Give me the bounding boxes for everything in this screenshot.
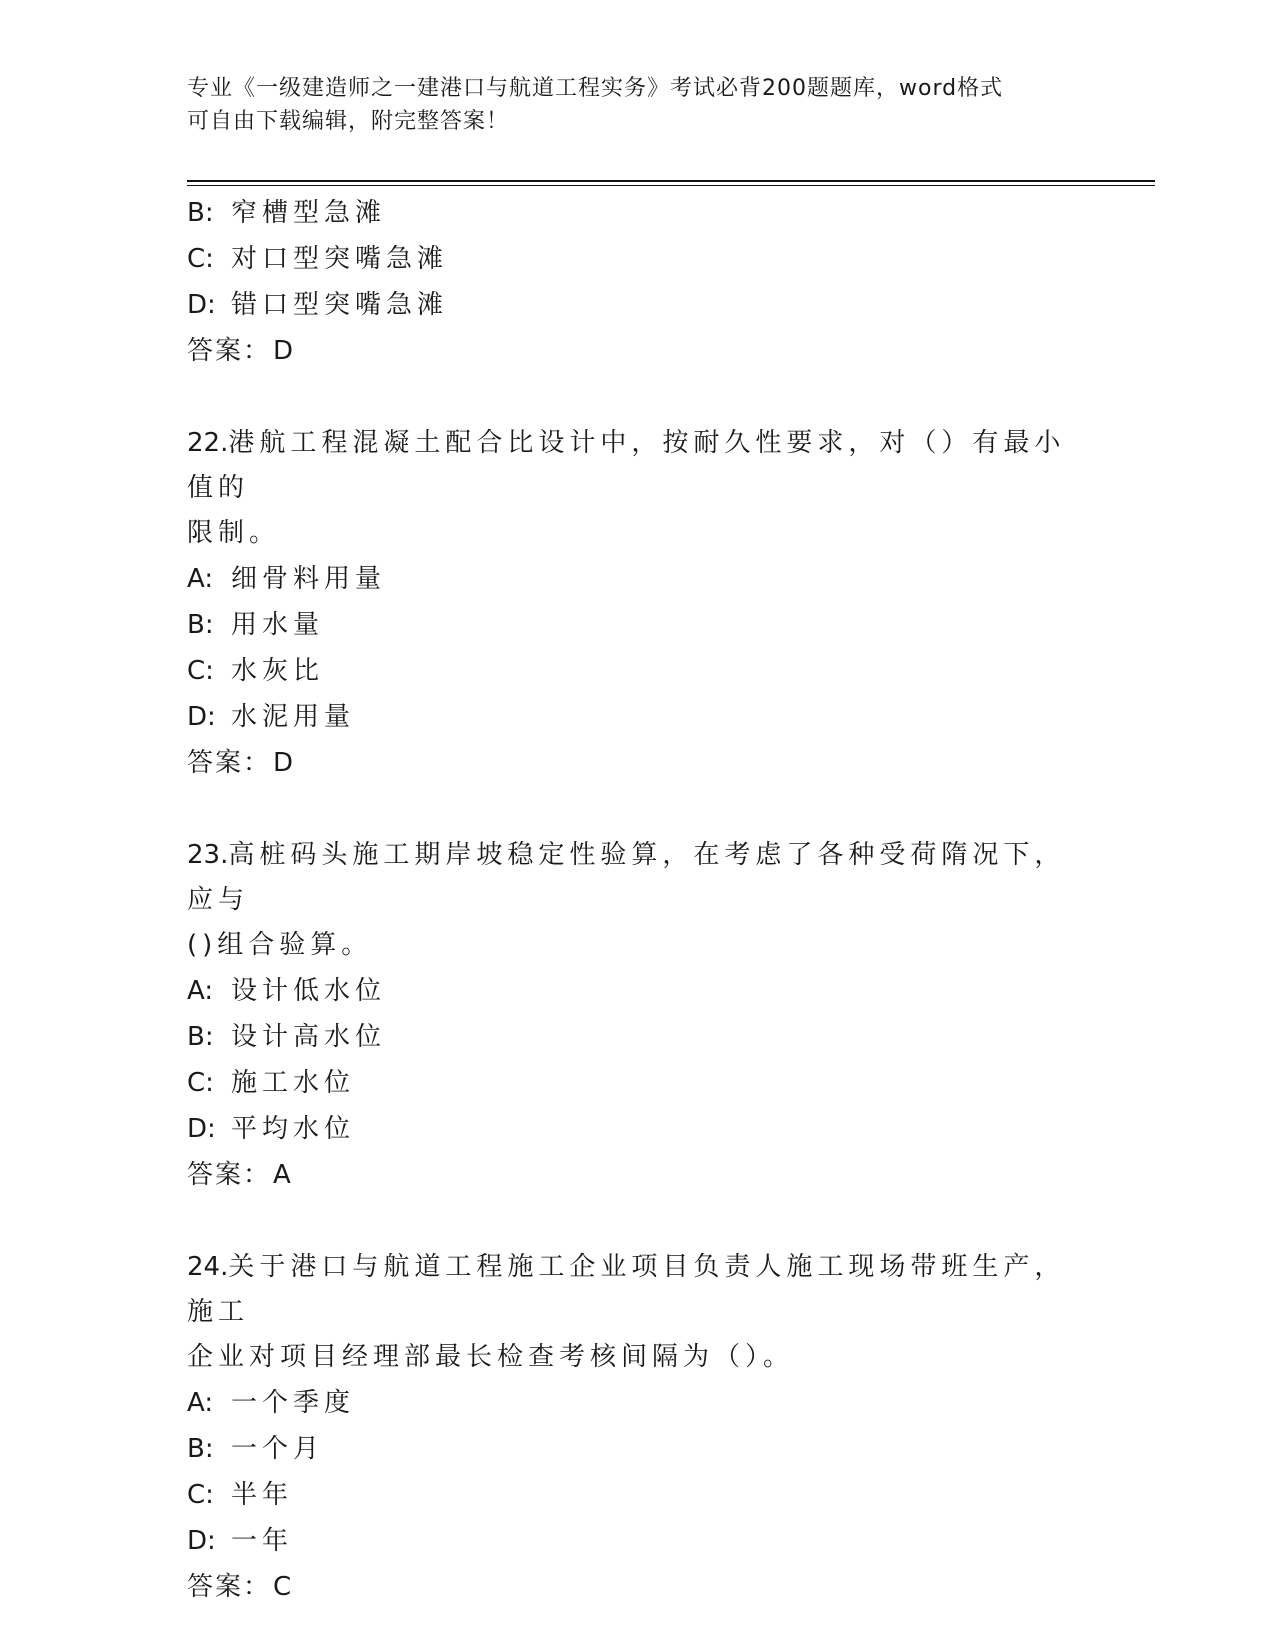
option-key: C: (187, 244, 214, 274)
answer-value: D (273, 748, 296, 778)
option-key: D: (187, 1114, 216, 1144)
option-text: 施工水位 (231, 1068, 356, 1098)
option-text: 设计低水位 (231, 976, 387, 1006)
option-text: 细骨料用量 (231, 564, 387, 594)
option-row (187, 556, 1087, 602)
question-text-line-1: 港航工程混凝土配合比设计中，按耐久性要求，对（）有最小值的 (187, 428, 1066, 503)
question-block-23 (187, 833, 1087, 1198)
option-row (187, 602, 1087, 648)
option-key: C: (187, 1068, 214, 1098)
option-row (187, 1518, 1087, 1564)
question-list (187, 190, 1087, 1610)
option-row (187, 1014, 1087, 1060)
option-text: 一个季度 (231, 1388, 356, 1418)
answer-label: 答案： (187, 1160, 272, 1190)
answer-label: 答案： (187, 1572, 272, 1602)
option-key: B: (187, 1434, 214, 1464)
option-key: D: (187, 1526, 216, 1556)
question-text-line-2: ()组合验算。 (187, 930, 373, 960)
option-row (187, 236, 1087, 282)
answer-row (187, 740, 1087, 786)
question-number: 23. (187, 840, 229, 870)
question-number: 24. (187, 1252, 229, 1282)
answer-value: A (273, 1160, 293, 1190)
answer-row (187, 328, 1087, 374)
option-row (187, 1380, 1087, 1426)
option-row (187, 190, 1087, 236)
option-row (187, 968, 1087, 1014)
partial-question (187, 190, 1087, 374)
option-text: 对口型突嘴急滩 (231, 244, 449, 274)
answer-value: D (273, 336, 296, 366)
option-text: 一个月 (231, 1434, 325, 1464)
option-text: 水灰比 (231, 656, 325, 686)
option-row (187, 1060, 1087, 1106)
option-key: B: (187, 610, 214, 640)
option-text: 用水量 (231, 610, 325, 640)
option-key: B: (187, 1022, 214, 1052)
answer-row (187, 1152, 1087, 1198)
option-text: 半年 (231, 1480, 294, 1510)
option-key: C: (187, 656, 214, 686)
header-divider-thin (187, 185, 1155, 186)
option-text: 水泥用量 (231, 702, 356, 732)
option-text: 一年 (231, 1526, 294, 1556)
question-block-24 (187, 1245, 1087, 1610)
option-text: 错口型突嘴急滩 (231, 290, 449, 320)
question-number: 22. (187, 428, 229, 458)
question-stem (187, 833, 1087, 968)
option-row (187, 1426, 1087, 1472)
option-text: 设计高水位 (231, 1022, 387, 1052)
option-key: A: (187, 1388, 214, 1418)
option-key: D: (187, 702, 216, 732)
option-key: D: (187, 290, 216, 320)
option-row (187, 282, 1087, 328)
question-text-line-2: 限制。 (187, 518, 281, 548)
option-key: C: (187, 1480, 214, 1510)
header-title-line-2: 可自由下载编辑，附完整答案！ (187, 109, 510, 134)
question-stem (187, 1245, 1087, 1380)
option-row (187, 1472, 1087, 1518)
question-text-line-1: 高桩码头施工期岸坡稳定性验算，在考虑了各种受荷隋况下，应与 (187, 840, 1066, 915)
header-title-line-1: 专业《一级建造师之一建港口与航道工程实务》考试必背200题题库，word格式 (187, 76, 1004, 101)
option-key: A: (187, 976, 214, 1006)
question-text-line-2: 企业对项目经理部最长检查考核间隔为（）。 (187, 1342, 795, 1372)
document-header (187, 72, 1087, 138)
option-text: 平均水位 (231, 1114, 356, 1144)
header-divider-thick (187, 180, 1155, 182)
option-key: A: (187, 564, 214, 594)
answer-row (187, 1564, 1087, 1610)
option-row (187, 648, 1087, 694)
answer-label: 答案： (187, 336, 272, 366)
question-text-line-1: 关于港口与航道工程施工企业项目负责人施工现场带班生产，施工 (187, 1252, 1066, 1327)
option-text: 窄槽型急滩 (231, 198, 387, 228)
answer-value: C (273, 1572, 294, 1602)
question-stem (187, 421, 1087, 556)
question-block-22 (187, 421, 1087, 786)
option-row (187, 694, 1087, 740)
option-key: B: (187, 198, 214, 228)
answer-label: 答案： (187, 748, 272, 778)
option-row (187, 1106, 1087, 1152)
